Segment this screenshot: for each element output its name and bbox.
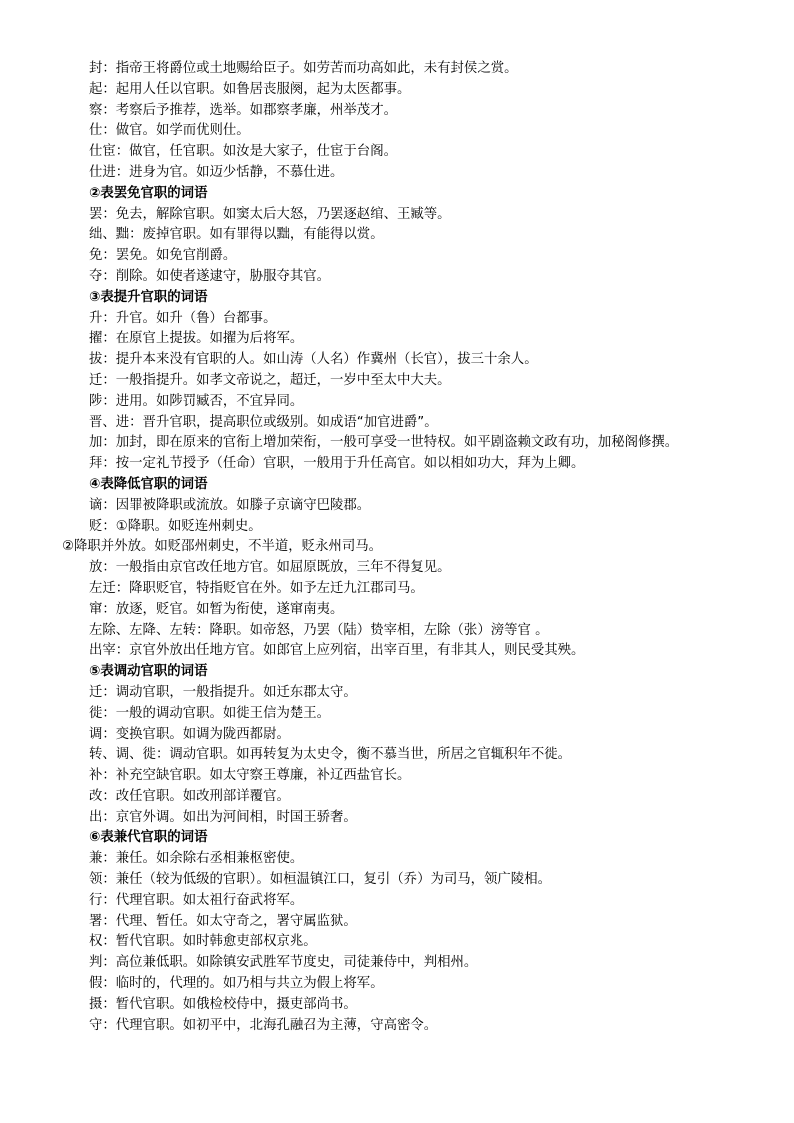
text-line: 起：起用人任以官职。如鲁居丧服阕，起为太医都事。 <box>89 81 411 97</box>
text-line: 出宰：京官外放出任地方官。如郎官上应列宿，出宰百里，有非其人，则民受其殃。 <box>89 643 585 659</box>
text-line: 假：临时的，代理的。如乃相与共立为假上将军。 <box>89 976 384 992</box>
text-line: 行：代理官职。如太祖行奋武将军。 <box>89 892 304 908</box>
text-line: 拜：按一定礼节授予（任命）官职，一般用于升任高官。如以相如功大，拜为上卿。 <box>89 456 585 472</box>
text-line: 署：代理、暂任。如太守奇之，署守属监狱。 <box>89 913 357 929</box>
text-line: 仕进：进身为官。如迈少恬静，不慕仕进。 <box>89 164 344 180</box>
text-line: 免：罢免。如免官削爵。 <box>89 248 237 264</box>
text-line: 放：一般指由京官改任地方官。如屈原既放，三年不得复见。 <box>89 560 451 576</box>
text-line: 窜：放逐，贬官。如暂为衔使，遂窜南夷。 <box>89 601 344 617</box>
text-line: 判：高位兼低职。如除镇安武胜军节度史，司徒兼侍中，判相州。 <box>89 955 478 971</box>
text-line: 权：暂代官职。如时韩愈吏部权京兆。 <box>89 934 317 950</box>
text-line: 绌、黜：废掉官职。如有罪得以黜，有能得以赏。 <box>89 227 384 243</box>
section-heading: ②表罢免官职的词语 <box>89 185 208 201</box>
text-line: 左除、左降、左转：降职。如帝怒，乃罢（陆）贽宰相，左除（张）滂等官 。 <box>89 622 549 638</box>
text-line: 擢：在原官上提拔。如擢为后将军。 <box>89 331 304 347</box>
text-line: 补：补充空缺官职。如太守察王尊廉，补辽西盐官长。 <box>89 768 411 784</box>
text-line: 迁：调动官职，一般指提升。如迁东郡太守。 <box>89 684 357 700</box>
text-line: 升：升官。如升（鲁）台都事。 <box>89 310 277 326</box>
section-heading: ③表提升官职的词语 <box>89 289 208 305</box>
text-line: 察：考察后予推荐，选举。如郡察孝廉，州举茂才。 <box>89 102 397 118</box>
text-line: 改：改任官职。如改刑部详覆官。 <box>89 788 290 804</box>
text-line: ②降职并外放。如贬邵州刺史，不半道，贬永州司马。 <box>62 539 382 555</box>
text-line: 守：代理官职。如初平中，北海孔融召为主薄，守高密令。 <box>89 1017 438 1033</box>
text-line: 谪：因罪被降职或流放。如滕子京谪守巴陵郡。 <box>89 497 371 513</box>
text-line: 贬：①降职。如贬连州刺史。 <box>89 518 262 534</box>
section-heading: ⑥表兼代官职的词语 <box>89 830 208 846</box>
section-heading: ⑤表调动官职的词语 <box>89 664 208 680</box>
text-line: 晋、进：晋升官职，提高职位或级别。如成语“加官进爵”。 <box>89 414 438 430</box>
text-line: 领：兼任（较为低级的官职）。如桓温镇江口，复引（乔）为司马，领广陵相。 <box>89 872 551 888</box>
text-line: 仕宦：做官，任官职。如汝是大家子，仕宦于台阁。 <box>89 144 397 160</box>
text-line: 夺：削除。如使者遂逮守，胁服夺其官。 <box>89 268 331 284</box>
text-line: 陟：进用。如陟罚臧否，不宜异同。 <box>89 393 304 409</box>
text-line: 兼：兼任。如余除右丞相兼枢密使。 <box>89 851 304 867</box>
text-line: 徙：一般的调动官职。如徙王信为楚王。 <box>89 705 331 721</box>
text-line: 加：加封，即在原来的官衔上增加荣衔，一般可享受一世特权。如平剧盗赖文政有功，加秘阁修撰。 <box>89 435 679 451</box>
text-line: 出：京官外调。如出为河间相，时国王骄奢。 <box>89 809 357 825</box>
text-line: 摄：暂代官职。如俄检校侍中，摄吏部尚书。 <box>89 996 357 1012</box>
section-heading: ④表降低官职的词语 <box>89 476 208 492</box>
document-body <box>62 59 738 1036</box>
text-line: 迁：一般指提升。如孝文帝说之，超迁，一岁中至太中大夫。 <box>89 372 451 388</box>
text-line: 罢：免去，解除官职。如窦太后大怒，乃罢逐赵绾、王臧等。 <box>89 206 451 222</box>
text-line: 调：变换官职。如调为陇西都尉。 <box>89 726 290 742</box>
text-line: 仕：做官。如学而优则仕。 <box>89 123 250 139</box>
text-line: 转、调、徙：调动官职。如再转复为太史令，衡不慕当世，所居之官辄积年不徙。 <box>89 747 572 763</box>
text-line: 拔：提升本来没有官职的人。如山涛（人名）作冀州（长官），拔三十余人。 <box>89 352 538 368</box>
text-line: 封：指帝王将爵位或土地赐给臣子。如劳苦而功高如此，未有封侯之赏。 <box>89 61 518 76</box>
text-line: 左迁：降职贬官，特指贬官在外。如予左迁九江郡司马。 <box>89 580 424 596</box>
